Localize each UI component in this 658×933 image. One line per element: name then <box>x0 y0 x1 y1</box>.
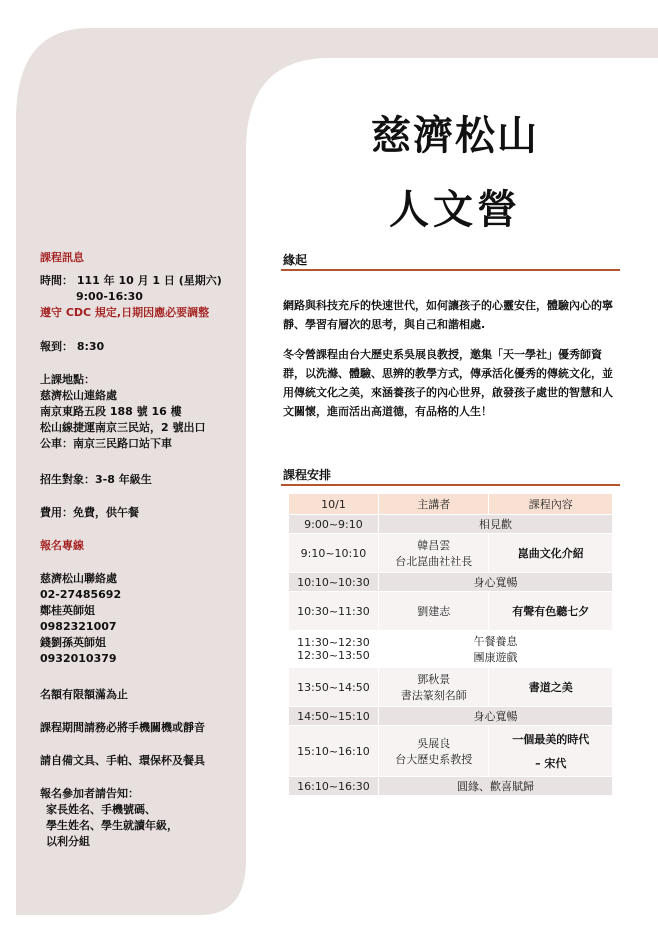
venue-name: 慈濟松山連絡處 <box>40 389 117 402</box>
table-header-row <box>289 494 613 515</box>
row-speaker <box>378 668 489 707</box>
venue-label: 上課地點： <box>40 373 95 386</box>
row-time: 16:10~16:30 <box>289 777 379 796</box>
schedule-table <box>288 493 613 796</box>
time-line2: 9:00-16:30 <box>76 290 143 303</box>
table-row <box>289 592 613 631</box>
target-students: 招生對象：3-8 年級生 <box>40 473 152 486</box>
row-activity: 身心寬暢 <box>378 707 612 726</box>
header-date: 10/1 <box>289 494 379 515</box>
row-time <box>289 631 379 668</box>
contact-person1-phone: 0982321007 <box>40 620 117 633</box>
row-content: 崑曲文化介紹 <box>489 534 613 573</box>
speaker-name: 鄧秋景 <box>417 673 451 686</box>
row-content: 有聲有色聽七夕 <box>489 592 613 631</box>
origin-para2: 冬令營課程由台大歷史系吳展良教授，邀集「天一學社」優秀師資群，以洗滌、體驗、思辨的教學方式，傳承活化優秀的傳統文化，並用傳統文化之美，來涵養孩子的內心世界，啟發孩子處世的智慧和人文關懷，進而活出高道德，有品格的人生！ <box>283 348 613 418</box>
row-time: 14:50~15:10 <box>289 707 379 726</box>
table-row <box>289 777 613 796</box>
activity-lunch: 午餐養息 <box>473 635 518 648</box>
table-row <box>289 668 613 707</box>
row-speaker: 劉建志 <box>378 592 489 631</box>
notice-parent: 家長姓名、手機號碼、 <box>46 803 156 816</box>
row-speaker <box>378 726 489 777</box>
fee: 費用：免費，供午餐 <box>40 506 139 519</box>
row-time: 10:10~10:30 <box>289 573 379 592</box>
row-time: 15:10~16:10 <box>289 726 379 777</box>
speaker-name: 吳展良 <box>417 737 451 750</box>
speaker-title: 台北崑曲社社長 <box>395 555 473 568</box>
info-heading: 課程訊息 <box>40 251 84 264</box>
row-activity: 相見歡 <box>378 515 612 534</box>
contact-person2-phone: 0932010379 <box>40 652 117 665</box>
origin-para1: 網路與科技充斥的快速世代，如何讓孩子的心靈安住，體驗內心的寧靜、學習有層次的思考，與自己和諧相處. <box>283 299 613 331</box>
table-row <box>289 515 613 534</box>
row-time: 9:00~9:10 <box>289 515 379 534</box>
origin-rule <box>281 269 620 271</box>
contact-person1: 鄭桂英師姐 <box>40 604 95 617</box>
contact-person2: 錢劉孫英師姐 <box>40 636 106 649</box>
notice-block <box>40 786 178 850</box>
header-content: 課程內容 <box>489 494 613 515</box>
speaker-title: 書法篆刻名師 <box>400 689 467 702</box>
notice-grouping: 以利分組 <box>46 835 90 848</box>
title-line1: 慈濟松山 <box>371 113 539 159</box>
table-row <box>289 726 613 777</box>
row-time: 9:10~10:10 <box>289 534 379 573</box>
title-line2: 人文營 <box>389 187 521 233</box>
row-activity <box>378 631 612 668</box>
phone-note: 課程期間請務必將手機關機或靜音 <box>40 721 205 734</box>
venue-block <box>40 372 205 452</box>
row-content: 書道之美 <box>489 668 613 707</box>
activity-games: 團康遊戲 <box>473 651 518 664</box>
contact-block <box>40 571 121 667</box>
content-line2: – 宋代 <box>535 757 567 770</box>
row-time: 13:50~14:50 <box>289 668 379 707</box>
notice-student: 學生姓名、學生就讀年級， <box>46 819 178 832</box>
row-speaker <box>378 534 489 573</box>
row-activity: 身心寬暢 <box>378 573 612 592</box>
venue-bus: 公車：南京三民路口站下車 <box>40 437 172 450</box>
venue-address: 南京東路五段 188 號 16 樓 <box>40 405 182 418</box>
table-row <box>289 573 613 592</box>
contact-office-phone: 02-27485692 <box>40 588 122 601</box>
row-activity: 圓緣、歡喜賦歸 <box>378 777 612 796</box>
time-lunch: 11:30~12:30 <box>297 636 370 649</box>
checkin-time: 報到： 8:30 <box>40 340 105 353</box>
row-time: 10:30~11:30 <box>289 592 379 631</box>
contact-office: 慈濟松山聯絡處 <box>40 572 117 585</box>
schedule-rule <box>281 484 620 486</box>
header-speaker: 主講者 <box>378 494 489 515</box>
table-row <box>289 534 613 573</box>
table-row <box>289 631 613 668</box>
speaker-title: 台大歷史系教授 <box>395 753 473 766</box>
time-line1: 時間： 111 年 10 月 1 日 (星期六) <box>40 274 222 287</box>
register-heading: 報名專線 <box>40 539 84 552</box>
schedule-heading: 課程安排 <box>283 468 332 482</box>
time-games: 12:30~13:50 <box>297 649 370 662</box>
speaker-name: 韓昌雲 <box>417 539 451 552</box>
bring-note: 請自備文具、手帕、環保杯及餐具 <box>40 754 205 767</box>
origin-heading: 緣起 <box>283 253 308 267</box>
venue-mrt: 松山線捷運南京三民站，2 號出口 <box>40 421 206 434</box>
content-line1: 一個最美的時代 <box>512 733 590 746</box>
row-content <box>489 726 613 777</box>
cdc-note: 遵守 CDC 規定,日期因應必要調整 <box>40 306 210 319</box>
notice-label: 報名參加者請告知： <box>40 787 139 800</box>
table-row <box>289 707 613 726</box>
full-note: 名額有限額滿為止 <box>40 688 128 701</box>
